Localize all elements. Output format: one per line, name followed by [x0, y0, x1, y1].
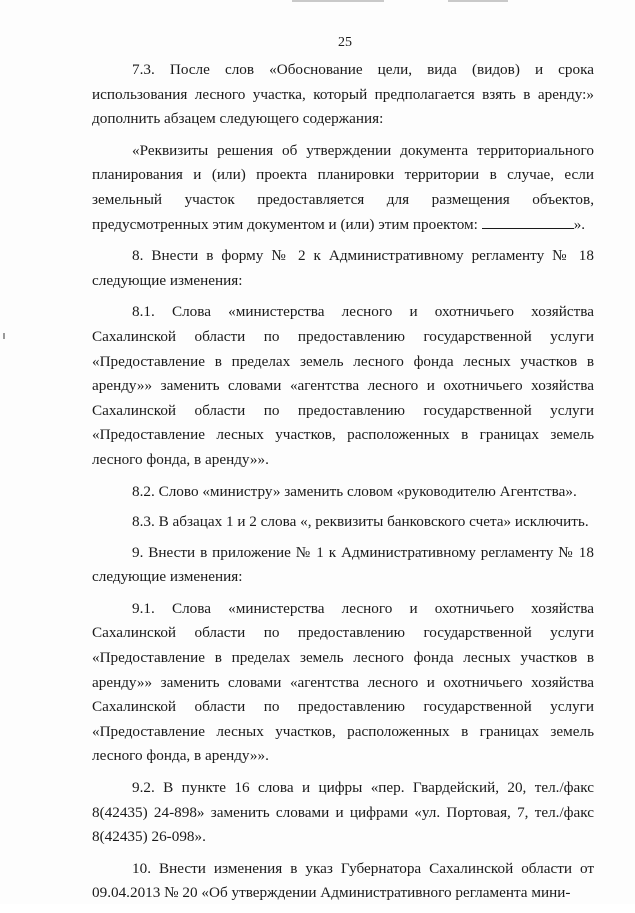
requisites-text: «Реквизиты решения об утверждении документа территориального планирования и (или) проекта планировки территории в случае, если земельный участок предоставляется для размещения объектов, предусмотренных этим документом и (или) этим проектом: [92, 141, 594, 233]
paragraph-9-2: 9.2. В пункте 16 слова и цифры «пер. Гвардейский, 20, тел./факс 8(42435) 24-898» заменить словами и цифрами «ул. Портовая, 7, тел./факс 8(42435) 26-098». [92, 779, 594, 846]
paragraph-requisites [92, 139, 594, 237]
scan-margin-mark [3, 333, 5, 339]
paragraph-8-3: 8.3. В абзацах 1 и 2 слова «, реквизиты банковского счета» исключить. [132, 513, 589, 531]
scan-edge-mark [448, 0, 508, 2]
fill-in-blank [482, 216, 574, 229]
paragraph-8: 8. Внести в форму № 2 к Административному регламенту № 18 следующие изменения: [92, 247, 594, 289]
paragraph-9-1: 9.1. Слова «министерства лесного и охотничьего хозяйства Сахалинской области по предоставлению государственной услуги «Предоставление в пределах земель лесного фонда лесных участков в аренду»» заменить словами «агентства лесного и охотничьего хозяйства Сахалинской области по предоставлению государственной услуги «Предоставление лесных участков, расположенных в границах земель лесного фонда, в аренду»». [92, 599, 594, 765]
page-number: 25 [338, 35, 352, 50]
paragraph-9: 9. Внести в приложение № 1 к Административному регламенту № 18 следующие изменения: [92, 543, 594, 586]
paragraph-10: 10. Внести изменения в указ Губернатора Сахалинской области от 09.04.2013 № 20 «Об утверждении Административного регламента мини- [92, 859, 594, 902]
paragraph-7-3: 7.3. После слов «Обоснование цели, вида (видов) и срока использования лесного участка, который предполагается взять в аренду:» дополнить абзацем следующего содержания: [92, 61, 594, 128]
requisites-closing: ». [573, 215, 586, 233]
scan-edge-mark [292, 0, 384, 2]
document-body [92, 58, 594, 913]
paragraph-8-2: 8.2. Слово «министру» заменить словом «руководителю Агентства». [132, 482, 577, 500]
paragraph-8-1: 8.1. Слова «министерства лесного и охотничьего хозяйства Сахалинской области по предоставлению государственной услуги «Предоставление в пределах земель лесного фонда лесных участков в аренду»» заменить словами «агентства лесного и охотничьего хозяйства Сахалинской области по предоставлению государственной услуги «Предоставление лесных участков, расположенных в границах земель лесного фонда, в аренду»». [92, 303, 594, 468]
